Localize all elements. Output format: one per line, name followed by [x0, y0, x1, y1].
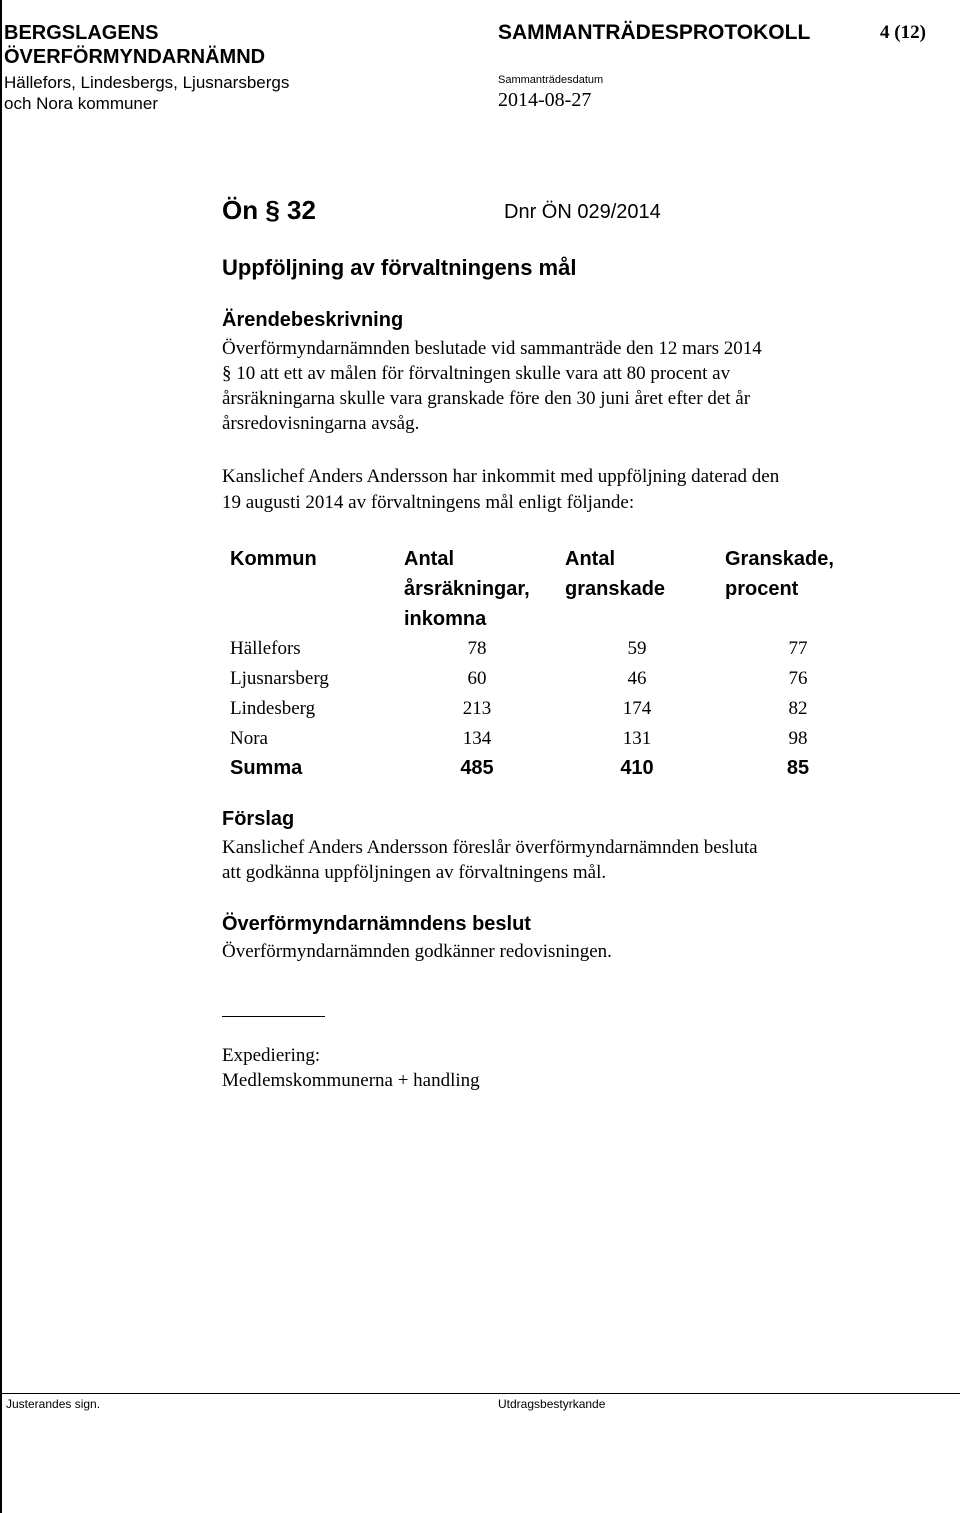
- table-cell-procent: 77: [788, 638, 808, 659]
- meeting-date-label: Sammanträdesdatum: [498, 74, 604, 86]
- table-cell-inkomna: 60: [467, 668, 487, 689]
- table-cell-inkomna: 213: [462, 698, 492, 719]
- section-heading-forslag: Förslag: [222, 808, 295, 830]
- footer-justerandes-sign: Justerandes sign.: [6, 1397, 101, 1411]
- table-cell-granskade: 174: [622, 698, 652, 719]
- table-header-antal-granskade-line2: granskade: [565, 578, 666, 600]
- meeting-date-value: 2014-08-27: [498, 89, 592, 111]
- beslut-text: Överförmyndarnämnden godkänner redovisningen.: [222, 941, 612, 962]
- expediering-label: Expediering:: [222, 1045, 321, 1066]
- page-frame-bottom-rule: [0, 1393, 960, 1394]
- org-name-line2: ÖVERFÖRMYNDARNÄMND: [4, 46, 266, 68]
- case-registration-number: Dnr ÖN 029/2014: [504, 201, 661, 223]
- org-municipalities-line1: Hällefors, Lindesbergs, Ljusnarsbergs: [4, 73, 290, 92]
- page-frame-left-rule: [0, 0, 2, 1513]
- table-cell-granskade: 46: [627, 668, 647, 689]
- footer-utdragsbestyrkande: Utdragsbestyrkande: [498, 1397, 606, 1411]
- table-total-inkomna: 485: [460, 757, 494, 779]
- table-cell-inkomna: 134: [462, 728, 492, 749]
- page-number: 4 (12): [880, 22, 926, 43]
- separator-rule: [222, 1016, 325, 1017]
- table-header-antal-inkomna-line1: Antal: [404, 548, 454, 570]
- table-header-kommun: Kommun: [230, 548, 317, 570]
- table-cell-procent: 82: [788, 698, 808, 719]
- table-total-granskade: 410: [620, 757, 654, 779]
- table-cell-inkomna: 78: [467, 638, 487, 659]
- table-cell-granskade: 131: [622, 728, 652, 749]
- case-number: Ön § 32: [222, 195, 316, 225]
- table-header-antal-inkomna-line2: årsräkningar,: [404, 578, 530, 600]
- table-cell-kommun: Nora: [230, 728, 268, 749]
- section-heading-arendebeskrivning: Ärendebeskrivning: [222, 309, 404, 331]
- expediering-value: Medlemskommunerna + handling: [222, 1070, 480, 1091]
- table-cell-procent: 98: [788, 728, 808, 749]
- arende-paragraph2-line1: Kanslichef Anders Andersson har inkommit med uppföljning daterad den: [222, 466, 780, 487]
- table-cell-kommun: Lindesberg: [230, 698, 316, 719]
- table-header-antal-inkomna-line3: inkomna: [404, 608, 487, 630]
- arende-paragraph1-line3: årsräkningarna skulle vara granskade före den 30 juni året efter det år: [222, 388, 751, 409]
- table-cell-kommun: Hällefors: [230, 638, 301, 659]
- table-total-procent: 85: [786, 757, 810, 779]
- forslag-line1: Kanslichef Anders Andersson föreslår överförmyndarnämnden besluta: [222, 837, 758, 858]
- org-municipalities-line2: och Nora kommuner: [4, 94, 159, 113]
- org-name-line1: BERGSLAGENS: [4, 22, 159, 44]
- arende-paragraph1-line4: årsredovisningarna avsåg.: [222, 413, 420, 434]
- table-header-antal-granskade-line1: Antal: [565, 548, 615, 570]
- document-type: SAMMANTRÄDESPROTOKOLL: [498, 21, 811, 44]
- table-header-granskade-procent-line2: procent: [725, 578, 799, 600]
- table-cell-kommun: Ljusnarsberg: [230, 668, 329, 689]
- case-title: Uppföljning av förvaltningens mål: [222, 255, 577, 280]
- section-heading-beslut: Överförmyndarnämndens beslut: [222, 913, 531, 935]
- arende-paragraph1-line1: Överförmyndarnämnden beslutade vid sammanträde den 12 mars 2014: [222, 338, 762, 359]
- arende-paragraph2-line2: 19 augusti 2014 av förvaltningens mål enligt följande:: [222, 492, 635, 513]
- table-total-label: Summa: [230, 757, 303, 779]
- arende-paragraph1-line2: § 10 att ett av målen för förvaltningen skulle vara att 80 procent av: [222, 363, 731, 384]
- table-header-granskade-procent-line1: Granskade,: [725, 548, 834, 570]
- table-cell-procent: 76: [788, 668, 808, 689]
- forslag-line2: att godkänna uppföljningen av förvaltningens mål.: [222, 862, 607, 883]
- table-cell-granskade: 59: [627, 638, 647, 659]
